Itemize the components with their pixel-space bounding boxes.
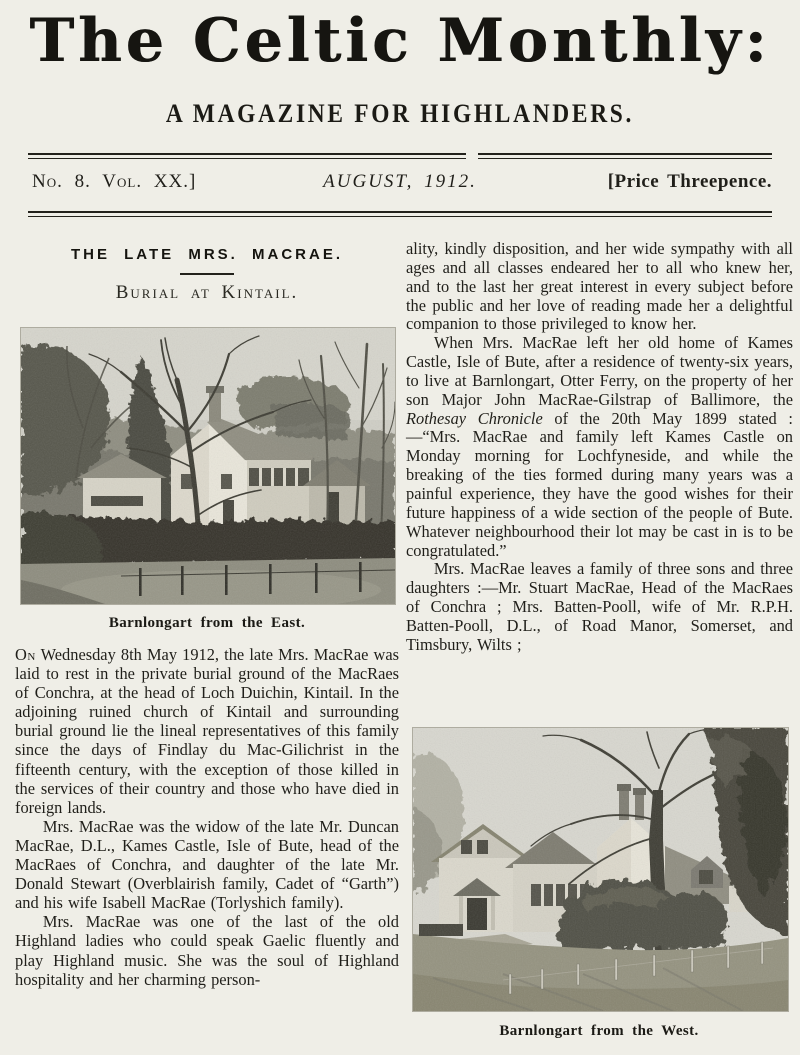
double-rule-bottom [28,211,772,217]
paragraph-text: When Mrs. MacRae left her old home of Kames Castle, Isle of Bute, after a residence of twenty-six years, to live at Barnlongart, Otter Ferry, on the property of her son Major John MacRae-Gilstrap of Ballimore, the [406,333,793,409]
rule-segment [28,153,466,159]
paragraph-text: of the 20th May 1899 stated :—“Mrs. MacRae and family left Kames Castle on Monday morning for Lochfyneside, and while the breaking of the ties formed during many years was a painful experience, they have the good wishes for their future happiness of a wide section of the people of Bute. Whatever neighbourhood their lot may be cast in is to be congratulated.” [406,408,793,560]
issue-price: [Price Threepence. [607,171,772,192]
paragraph-text: Wednesday 8th May 1912, the late Mrs. MacRae was laid to rest in the private burial ground of the MacRaes of Conchra, at the head of Loch Duichin, Kintail. In the adjoining ruined church of Kintail and surrounding burial ground lie the lineal representatives of this family since the days of Findlay du Mac-Gilichrist in the fifteenth century, with the exception of those killed in the services of their country and those who have died in foreign lands. [15,645,399,817]
photo-east-illustration [21,328,395,604]
publication-name: Rothesay Chronicle [406,408,543,428]
paragraph [15,645,399,817]
issue-line [28,171,772,197]
rule-segment [478,153,772,159]
photo-caption-west: Barnlongart from the West. [499,1023,699,1039]
lead-word: On [15,645,36,664]
issue-number: No. 8. Vol. XX.] [32,171,197,192]
photo-barnlongart-west [412,727,789,1012]
article-column-right [406,240,793,655]
heading-divider [180,273,234,275]
paragraph: Mrs. MacRae leaves a family of three sons and three daughters :—Mr. Stuart MacRae, Head of the MacRaes of Conchra ; Mrs. Batten-Pooll, wife of Mr. R.P.H. Batten-Pooll, D.L., of Road Manor, Somerset, and Timsbury, Wilts ; [406,559,793,654]
photo-barnlongart-east [20,327,396,605]
article-subheading: Burial at Kintail. [115,282,299,303]
paragraph: Mrs. MacRae was the widow of the late Mr. Duncan MacRae, D.L., Kames Castle, Isle of Bute, head of the MacRaes of Conchra, and daughter of the late Mr. Donald Stewart (Overblairish family, Cadet of “Garth”) and his wife Isabell MacRae (Torlyshich family). [15,816,399,913]
paragraph: Mrs. MacRae was one of the last of the old Highland ladies who could speak Gaelic fluently and play Highland music. She was the soul of Highland hospitality and her charming person- [15,912,399,989]
article-heading: THE LATE MRS. MACRAE. [70,246,344,263]
paragraph [406,334,793,560]
double-rule-top [28,153,772,159]
photo-west-illustration [413,728,788,1011]
photo-caption-east: Barnlongart from the East. [108,615,306,631]
article-column-left [15,645,399,989]
masthead-subtitle: A MAGAZINE FOR HIGHLANDERS. [165,99,635,128]
paragraph: ality, kindly disposition, and her wide sympathy with all ages and all classes endeared her to all who knew her, and to the last her great interest in every subject before the public and her love of reading made her a delightful companion to those privileged to know her. [406,239,793,334]
issue-date: AUGUST, 1912. [323,171,477,192]
masthead-title: The Celtic Monthly: [29,6,771,76]
